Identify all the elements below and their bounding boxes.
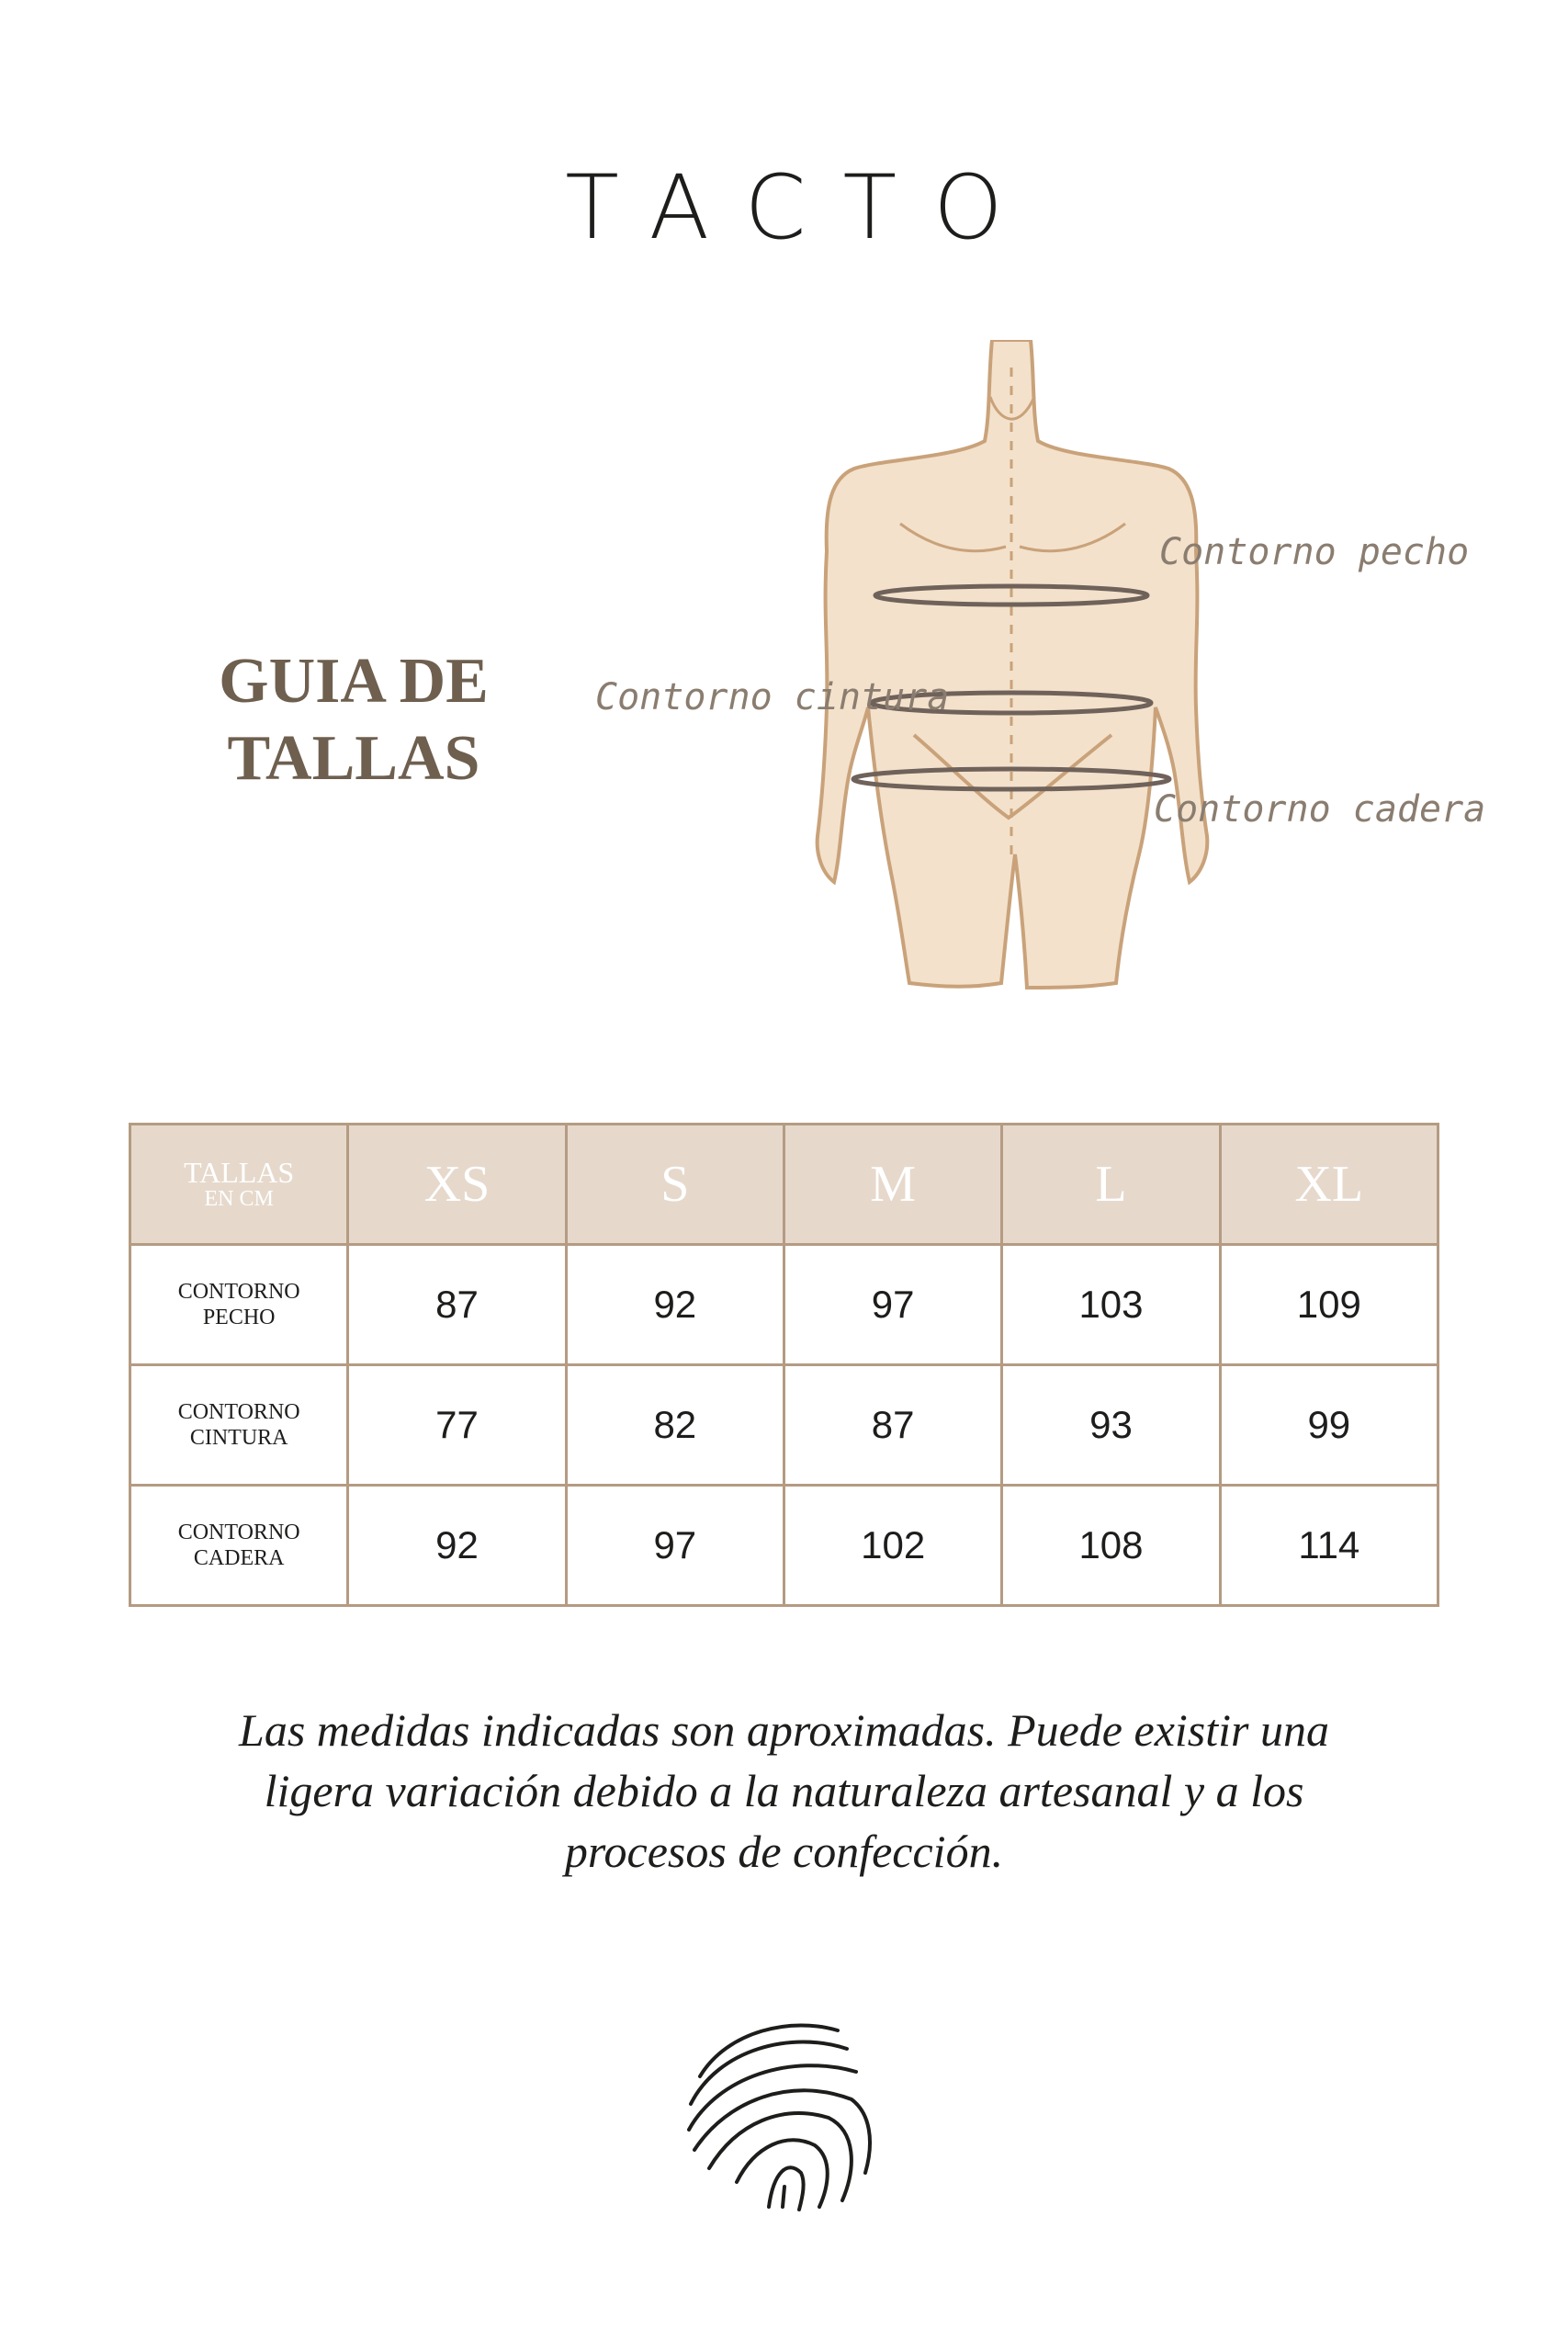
table-cell: 108 bbox=[1002, 1486, 1220, 1606]
row-label-waist bbox=[130, 1365, 348, 1486]
row-label-chest bbox=[130, 1245, 348, 1365]
table-cell: 87 bbox=[348, 1245, 566, 1365]
disclaimer-note bbox=[119, 1700, 1449, 1882]
size-header-l: L bbox=[1002, 1125, 1220, 1245]
corner-unit: EN CM bbox=[204, 1187, 274, 1211]
row-label-line1: CONTORNO bbox=[177, 1400, 300, 1424]
note-line3: procesos de confección. bbox=[564, 1826, 1004, 1877]
row-label-line2: CINTURA bbox=[189, 1426, 288, 1450]
table-cell: 103 bbox=[1002, 1245, 1220, 1365]
row-label-line2: PECHO bbox=[202, 1306, 276, 1329]
waist-label: Contorno cintura bbox=[595, 676, 950, 718]
table-cell: 92 bbox=[348, 1486, 566, 1606]
row-label-line1: CONTORNO bbox=[177, 1521, 300, 1544]
body-illustration bbox=[588, 340, 1488, 1001]
size-guide-title bbox=[175, 643, 533, 797]
table-cell: 97 bbox=[566, 1486, 784, 1606]
table-cell: 93 bbox=[1002, 1365, 1220, 1486]
size-guide-title-line2: TALLAS bbox=[227, 723, 480, 794]
note-line1: Las medidas indicadas son aproximadas. Puede existir una bbox=[239, 1704, 1329, 1756]
table-cell: 114 bbox=[1220, 1486, 1438, 1606]
chest-label: Contorno pecho bbox=[1159, 531, 1470, 573]
table-row bbox=[130, 1486, 1438, 1606]
table-row bbox=[130, 1245, 1438, 1365]
table-cell: 82 bbox=[566, 1365, 784, 1486]
brand-logo: TACTO bbox=[565, 156, 1040, 259]
size-header-m: M bbox=[784, 1125, 1001, 1245]
table-row bbox=[130, 1365, 1438, 1486]
size-header-xs: XS bbox=[348, 1125, 566, 1245]
size-header-row bbox=[130, 1125, 1438, 1245]
size-header-xl: XL bbox=[1220, 1125, 1438, 1245]
size-table-corner bbox=[130, 1125, 348, 1245]
table-cell: 87 bbox=[784, 1365, 1001, 1486]
row-label-hip bbox=[130, 1486, 348, 1606]
size-table bbox=[129, 1123, 1439, 1607]
table-cell: 77 bbox=[348, 1365, 566, 1486]
table-cell: 99 bbox=[1220, 1365, 1438, 1486]
hip-label: Contorno cadera bbox=[1154, 788, 1486, 831]
size-header-s: S bbox=[566, 1125, 784, 1245]
table-cell: 97 bbox=[784, 1245, 1001, 1365]
size-guide-title-line1: GUIA DE bbox=[219, 646, 489, 717]
row-label-line1: CONTORNO bbox=[177, 1280, 300, 1304]
table-cell: 109 bbox=[1220, 1245, 1438, 1365]
fingerprint-icon bbox=[682, 2012, 886, 2214]
corner-label: TALLAS bbox=[184, 1156, 295, 1189]
table-cell: 92 bbox=[566, 1245, 784, 1365]
body-measurement-figure bbox=[588, 340, 1488, 1001]
row-label-line2: CADERA bbox=[193, 1546, 285, 1570]
note-line2: ligera variación debido a la naturaleza artesanal y a los bbox=[264, 1765, 1304, 1816]
table-cell: 102 bbox=[784, 1486, 1001, 1606]
